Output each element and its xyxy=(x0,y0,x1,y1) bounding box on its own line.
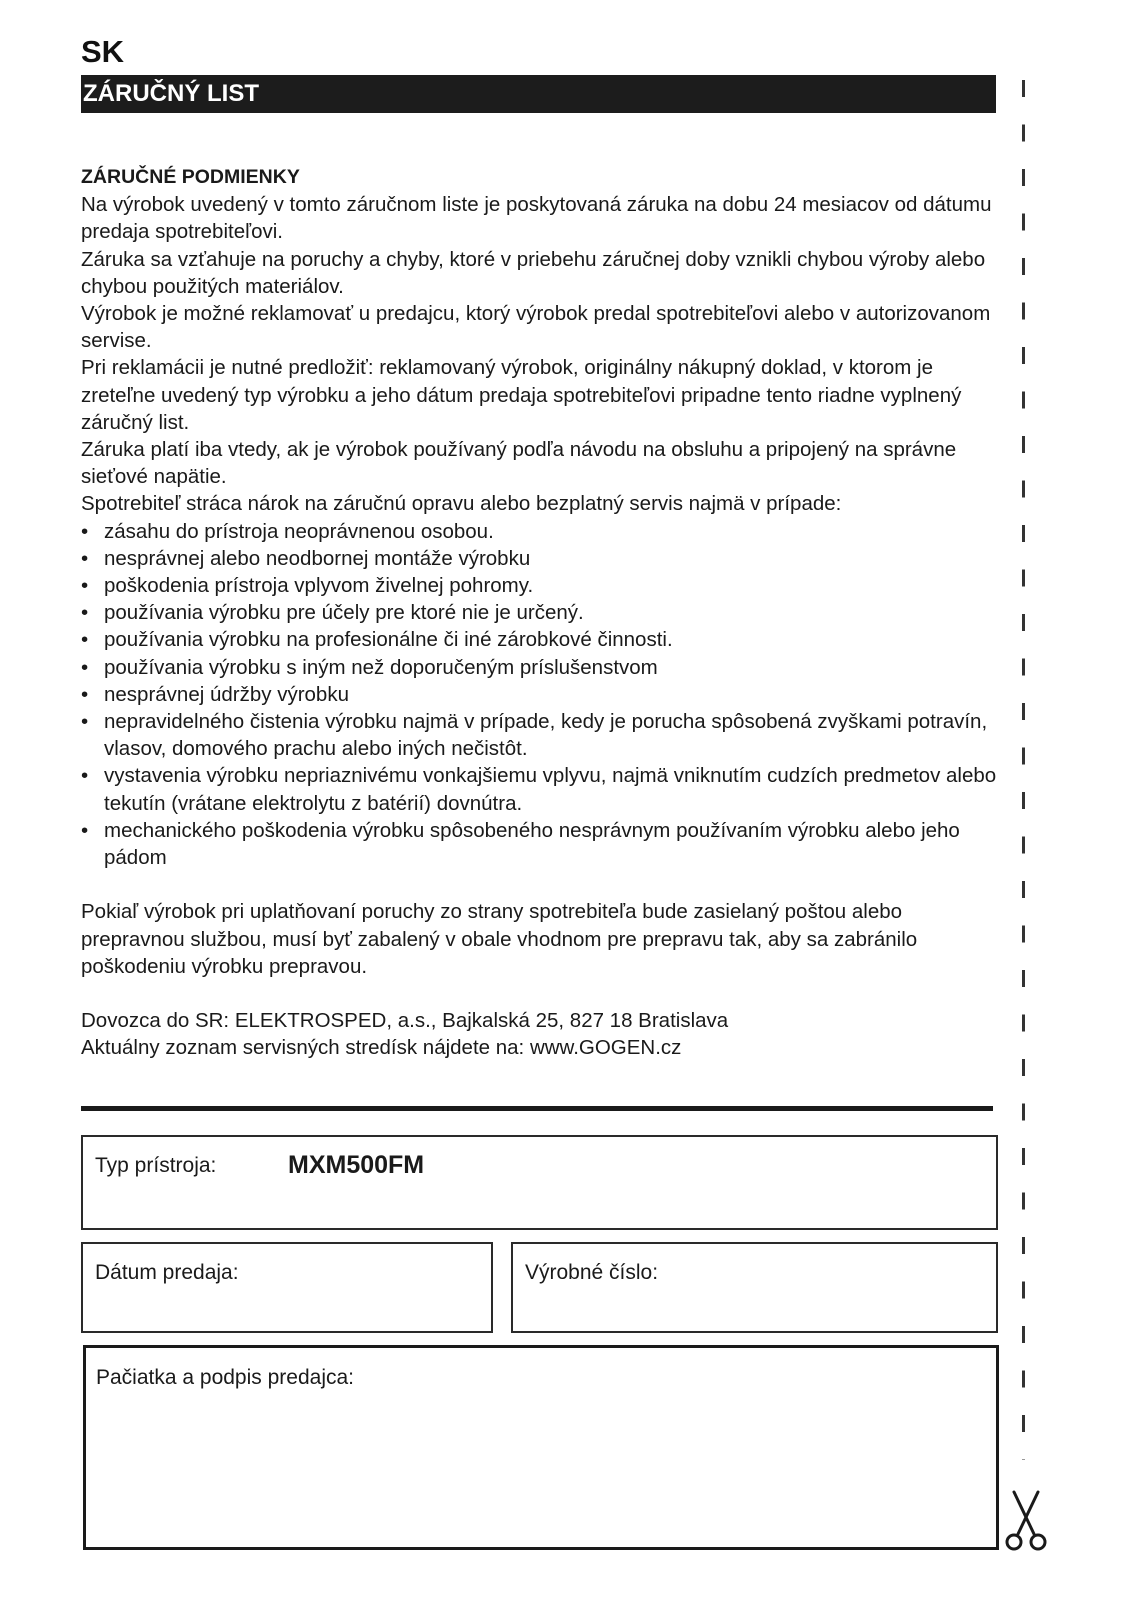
seller-stamp-signature-field[interactable] xyxy=(83,1345,999,1550)
section-divider xyxy=(81,1106,993,1111)
service-list-info: Aktuálny zoznam servisných stredísk nájdete na: www.GOGEN.cz xyxy=(81,1036,682,1060)
scissors-icon xyxy=(1004,1490,1048,1552)
sale-date-label: Dátum predaja: xyxy=(95,1261,239,1284)
device-type-label: Typ prístroja: xyxy=(95,1154,217,1177)
serial-number-field[interactable] xyxy=(511,1242,998,1333)
list-item: • mechanického poškodenia výrobku spôsobeného nesprávnym používaním výrobku alebo jeho pádom xyxy=(81,817,1001,871)
shipping-note: Pokiaľ výrobok pri uplatňovaní poruchy zo strany spotrebiteľa bude zasielaný poštou alebo prepravnou službou, musí byť zabalený v obale vhodnom pre prepravu tak, aby sa zabránilo poškodeniu výrobku prepravou. xyxy=(81,900,918,978)
list-item: • poškodenia prístroja vplyvom živelnej pohromy. xyxy=(81,572,1001,599)
list-item: • zásahu do prístroja neoprávnenou osobou. xyxy=(81,518,1001,545)
list-item: • používania výrobku pre účely pre ktoré nie je určený. xyxy=(81,599,1001,626)
condition-paragraph: Pri reklamácii je nutné predložiť: reklamovaný výrobok, originálny nákupný doklad, v ktorom je zreteľne uvedený typ výrobku a jeho dátum predaja spotrebiteľovi pripadne tento riadne vyplnený záručný list. xyxy=(81,356,962,434)
conditions-heading: ZÁRUČNÉ PODMIENKY xyxy=(81,166,300,188)
warranty-conditions xyxy=(81,164,1001,1062)
list-item: • používania výrobku s iným než doporučeným príslušenstvom xyxy=(81,654,1001,681)
importer-info: Dovozca do SR: ELEKTROSPED, a.s., Bajkalská 25, 827 18 Bratislava xyxy=(81,1009,729,1033)
condition-paragraph: Na výrobok uvedený v tomto záručnom liste je poskytovaná záruka na dobu 24 mesiacov od dátumu predaja spotrebiteľovi. xyxy=(81,193,992,244)
seller-stamp-label: Pačiatka a podpis predajca: xyxy=(96,1366,354,1389)
exclusion-list xyxy=(81,518,1001,872)
page-title: ZÁRUČNÝ LIST xyxy=(81,75,996,113)
device-type-field[interactable] xyxy=(81,1135,998,1230)
condition-paragraph: Záruka sa vzťahuje na poruchy a chyby, ktoré v priebehu záručnej doby vznikli chybou výroby alebo chybou použitých materiálov. xyxy=(81,247,986,298)
list-item: • nesprávnej alebo neodbornej montáže výrobku xyxy=(81,545,1001,572)
list-item: • nesprávnej údržby výrobku xyxy=(81,681,1001,708)
list-item: • vystavenia výrobku nepriaznivému vonkajšiemu vplyvu, najmä vniknutím cudzích predmetov alebo tekutín (vrátane elektrolytu z batérií) dovnútra. xyxy=(81,762,1001,816)
list-item: • používania výrobku na profesionálne či iné zárobkové činnosti. xyxy=(81,626,1001,653)
condition-paragraph: Záruka platí iba vtedy, ak je výrobok používaný podľa návodu na obsluhu a pripojený na správne sieťové napätie. xyxy=(81,438,957,489)
sale-date-field[interactable] xyxy=(81,1242,493,1333)
condition-paragraph: Spotrebiteľ stráca nárok na záručnú opravu alebo bezplatný servis najmä v prípade: xyxy=(81,492,842,516)
cut-line xyxy=(1022,80,1025,1460)
list-item: • nepravidelného čistenia výrobku najmä v prípade, kedy je porucha spôsobená zvyškami potravín, vlasov, domového prachu alebo iných nečistôt. xyxy=(81,708,1001,762)
condition-paragraph: Výrobok je možné reklamovať u predajcu, ktorý výrobok predal spotrebiteľovi alebo v autorizovanom servise. xyxy=(81,302,991,353)
language-code: SK xyxy=(81,34,125,69)
serial-number-label: Výrobné číslo: xyxy=(525,1261,659,1284)
device-type-value: MXM500FM xyxy=(288,1151,425,1179)
